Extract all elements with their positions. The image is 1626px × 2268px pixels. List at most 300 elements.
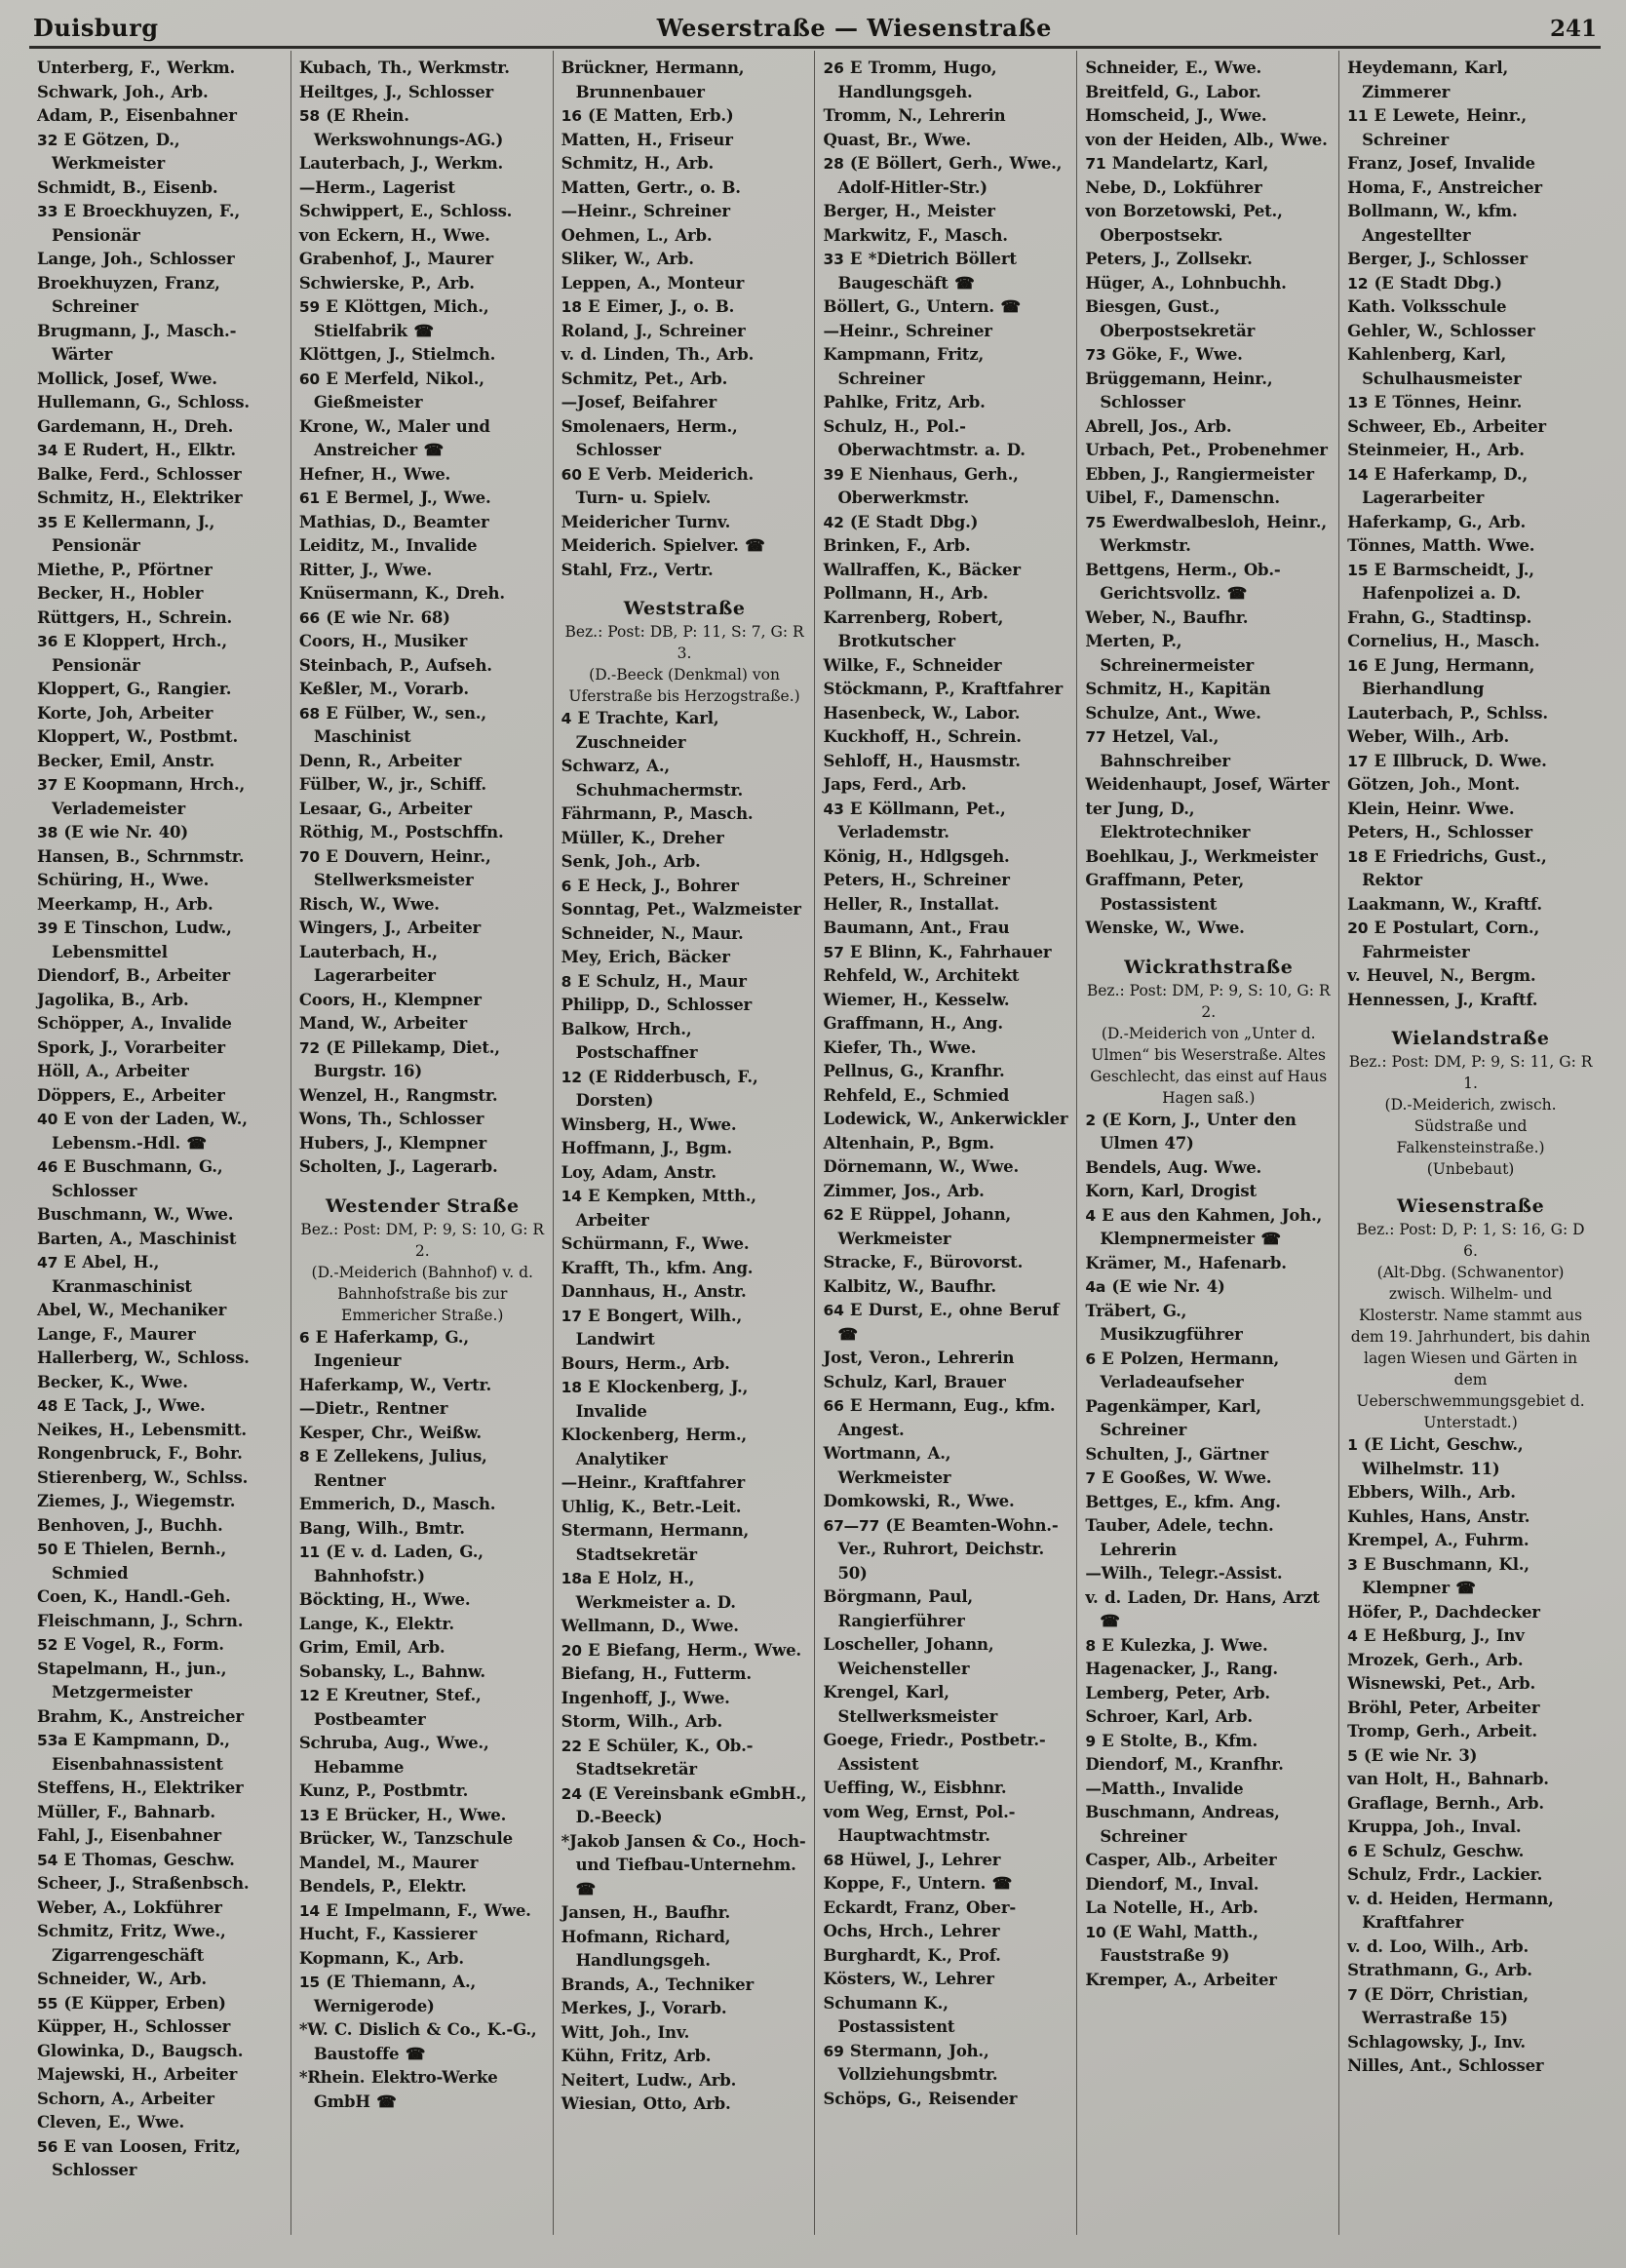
directory-entry: 33 E *Dietrich Böllert Baugeschäft ☎ — [823, 250, 1017, 293]
directory-entry: Storm, Wilh., Arb. — [561, 1712, 723, 1731]
directory-entry: Wortmann, A., Werkmeister — [823, 1444, 951, 1487]
house-number: 1 — [1347, 1436, 1364, 1454]
directory-entry: 60 E Verb. Meiderich. Turn- u. Spielv. — [561, 464, 755, 507]
directory-entry: Böckting, H., Wwe. — [298, 1590, 471, 1609]
directory-entry: Hasenbeck, W., Labor. — [823, 703, 1021, 723]
directory-entry: Casper, Alb., Arbeiter — [1085, 1851, 1277, 1869]
directory-entry: Merkes, J., Vorarb. — [561, 1999, 727, 2017]
directory-entry: Böllert, G., Untern. ☎ — [823, 297, 1021, 316]
street-heading: Weststraße — [623, 598, 746, 619]
directory-entry: Meidericher Turnv. — [561, 512, 731, 531]
directory-entry: Jansen, H., Baufhr. — [561, 1903, 731, 1922]
directory-entry: 16 (E Matten, Erb.) — [561, 106, 734, 125]
directory-entry: 18 E Friedrichs, Gust., Rektor — [1347, 846, 1547, 889]
directory-entry: Rehfeld, E., Schmied — [823, 1085, 1010, 1105]
directory-entry: Philipp, D., Schlosser — [561, 996, 752, 1014]
directory-entry: Höfer, P., Dachdecker — [1347, 1602, 1540, 1622]
house-number: 53a — [37, 1732, 74, 1749]
directory-entry: Kopmann, K., Arb. — [298, 1948, 464, 1968]
directory-entry: 75 Ewerdwalbesloh, Heinr., Werkmstr. — [1085, 512, 1327, 555]
directory-entry: Kloppert, G., Rangier. — [37, 680, 232, 698]
directory-entry: Eckardt, Franz, Ober- — [823, 1897, 1016, 1917]
directory-entry: Schmitz, Fritz, Wwe., Zigarrengeschäft — [37, 1922, 226, 1965]
directory-entry: Tönnes, Matth. Wwe. — [1347, 536, 1535, 555]
directory-entry: 17 E Illbruck, D. Wwe. — [1347, 751, 1547, 770]
directory-entry: Haferkamp, G., Arb. — [1347, 512, 1527, 531]
directory-entry: Schmitz, Pet., Arb. — [561, 369, 728, 388]
directory-entry: 4 E aus den Kahmen, Joh., Klempnermeister ☎ — [1085, 1205, 1323, 1248]
house-number: 62 — [823, 1206, 850, 1224]
directory-entry: Fülber, W., jr., Schiff. — [298, 775, 486, 794]
directory-entry: Döppers, E., Arbeiter — [37, 1085, 225, 1105]
directory-entry: 42 (E Stadt Dbg.) — [823, 512, 979, 531]
house-number: 52 — [37, 1636, 64, 1654]
directory-entry: Meerkamp, H., Arb. — [37, 894, 213, 914]
house-number: 46 — [37, 1158, 64, 1176]
directory-column-2 — [290, 51, 553, 2235]
directory-entry: Breitfeld, G., Labor. — [1085, 82, 1261, 101]
directory-entry: Mand, W., Arbeiter — [298, 1014, 468, 1033]
directory-entry: Hüger, A., Lohnbuchh. — [1085, 273, 1287, 293]
house-number: 77 — [1085, 728, 1112, 746]
street-heading: Wielandstraße — [1391, 1028, 1550, 1049]
house-number: 14 — [561, 1188, 589, 1205]
directory-entry: Bendels, P., Elektr. — [298, 1877, 467, 1896]
directory-entry: Schruba, Aug., Wwe., Hebamme — [298, 1734, 489, 1777]
house-number: 4a — [1085, 1278, 1112, 1296]
house-number: 8 — [1085, 1636, 1103, 1655]
house-number: 43 — [823, 800, 850, 818]
directory-entry: Hucht, F., Kassierer — [298, 1925, 478, 1943]
directory-entry: Schwark, Joh., Arb. — [37, 82, 209, 101]
directory-entry: 73 Göke, F., Wwe. — [1085, 345, 1243, 364]
directory-entry: 15 (E Thiemann, A., Wernigerode) — [298, 1973, 477, 2015]
directory-entry: Kahlenberg, Karl, Schulhausmeister — [1347, 345, 1522, 388]
page-number: 241 — [1549, 16, 1597, 42]
directory-entry: Grabenhof, J., Maurer — [298, 250, 493, 268]
directory-entry: Karrenberg, Robert, Brotkutscher — [823, 607, 1004, 650]
directory-entry: Schulze, Ant., Wwe. — [1085, 703, 1261, 723]
directory-entry: von Eckern, H., Wwe. — [298, 225, 490, 245]
directory-entry: Lauterbach, P., Schlss. — [1347, 703, 1548, 723]
directory-entry: 36 E Kloppert, Hrch., Pensionär — [37, 632, 227, 675]
directory-entry: Lemberg, Peter, Arb. — [1085, 1683, 1270, 1702]
directory-entry: Schweer, Eb., Arbeiter — [1347, 416, 1546, 436]
directory-entry: Brücker, W., Tanzschule — [298, 1829, 513, 1848]
directory-entry: Denn, R., Arbeiter — [298, 751, 462, 770]
house-number: 57 — [823, 943, 850, 961]
directory-entry: Ebbers, Wilh., Arb. — [1347, 1483, 1516, 1502]
directory-entry: Grim, Emil, Arb. — [298, 1638, 445, 1657]
directory-entry: Schwarz, A., Schuhmachermstr. — [561, 757, 744, 800]
directory-entry: Pagenkämper, Karl, Schreiner — [1085, 1396, 1261, 1439]
directory-entry: 7 E Gooßes, W. Wwe. — [1085, 1468, 1272, 1487]
directory-entry: König, H., Hdlgsgeh. — [823, 846, 1010, 866]
street-meta: (D.-Meiderich von „Unter d. Ulmen“ bis Weserstraße. Altes Geschlecht, das einst auf Haus Hagen saß.) — [1090, 1024, 1328, 1107]
directory-entry: Klockenberg, Herm., Analytiker — [561, 1426, 747, 1468]
directory-entry: Peters, H., Schreiner — [823, 871, 1010, 889]
directory-entry: Ebben, J., Rangiermeister — [1085, 464, 1314, 484]
directory-entry: Korte, Joh, Arbeiter — [37, 703, 213, 723]
street-meta: Bez.: Post: DM, P: 9, S: 11, G: R 1. — [1348, 1053, 1593, 1092]
house-number: 11 — [298, 1544, 327, 1561]
directory-entry: 50 E Thielen, Bernh., Schmied — [37, 1540, 227, 1583]
house-number: 70 — [298, 847, 327, 866]
directory-entry: Wilke, F., Schneider — [823, 655, 1002, 675]
house-number: 42 — [823, 513, 850, 531]
house-number: 60 — [298, 370, 327, 388]
directory-entry: 32 E Götzen, D., Werkmeister — [37, 130, 180, 173]
street-heading: Westender Straße — [325, 1194, 520, 1217]
directory-entry: ter Jung, D., Elektrotechniker — [1085, 799, 1251, 841]
directory-entry: 61 E Bermel, J., Wwe. — [298, 489, 491, 507]
house-number: 69 — [823, 2042, 850, 2060]
directory-entry: Fährmann, P., Masch. — [561, 804, 754, 823]
house-number: 55 — [37, 1994, 64, 2013]
directory-entry: van Holt, H., Bahnarb. — [1347, 1770, 1549, 1788]
directory-entry: Hullemann, G., Schloss. — [37, 393, 250, 411]
directory-entry: Peters, J., Zollsekr. — [1085, 250, 1253, 268]
directory-entry: Schneider, W., Arb. — [37, 1970, 207, 1988]
directory-entry: 64 E Durst, E., ohne Beruf ☎ — [823, 1301, 1060, 1344]
directory-entry: Brands, A., Techniker — [561, 1975, 754, 1994]
directory-entry: 60 E Merfeld, Nikol., Gießmeister — [298, 369, 484, 411]
directory-entry: Müller, F., Bahnarb. — [37, 1802, 215, 1821]
house-number: 28 — [823, 155, 850, 173]
house-number: 47 — [37, 1254, 64, 1271]
directory-entry: 6 E Haferkamp, G., Ingenieur — [298, 1327, 469, 1370]
directory-entry: Schwierske, P., Arb. — [298, 273, 475, 293]
house-number: 16 — [561, 107, 589, 125]
directory-entry: Schulz, Karl, Brauer — [823, 1372, 1006, 1391]
house-number: 13 — [1347, 394, 1374, 411]
directory-entry: Winsberg, H., Wwe. — [561, 1114, 737, 1134]
house-number: 72 — [298, 1038, 327, 1057]
house-number: 12 — [561, 1068, 589, 1086]
directory-entry: Bettgens, Herm., Ob.-Gerichtsvollz. ☎ — [1085, 560, 1281, 603]
directory-entry: Matten, Gertr., o. B. — [561, 177, 741, 197]
house-number: 75 — [1085, 513, 1112, 531]
directory-entry: 56 E van Loosen, Fritz, Schlosser — [37, 2136, 241, 2179]
street-meta: (D.-Beeck (Denkmal) von Uferstraße bis Herzogstraße.) — [568, 666, 800, 705]
directory-entry: Wenzel, H., Rangmstr. — [298, 1085, 498, 1105]
directory-entry: 20 E Biefang, Herm., Wwe. — [561, 1640, 801, 1660]
directory-entry: 14 E Kempken, Mtth., Arbeiter — [561, 1187, 756, 1230]
directory-entry: Tromm, N., Lehrerin — [823, 106, 1006, 125]
directory-entry: Sonntag, Pet., Walzmeister — [561, 900, 801, 919]
directory-entry: Sobansky, L., Bahnw. — [298, 1662, 485, 1681]
house-number: 18 — [1347, 847, 1374, 866]
directory-entry: 11 E Lewete, Heinr., Schreiner — [1347, 106, 1527, 149]
directory-entry: 66 E Hermann, Eug., kfm. Angest. — [823, 1396, 1056, 1439]
directory-column-5 — [1076, 51, 1338, 2235]
directory-entry: 4 E Trachte, Karl, Zuschneider — [561, 709, 719, 752]
directory-entry: Brüggemann, Heinr., Schlosser — [1085, 369, 1273, 411]
house-number: 59 — [298, 298, 327, 316]
directory-entry: Wons, Th., Schlosser — [298, 1110, 484, 1128]
directory-entry: Ueffing, W., Eisbhnr. — [823, 1779, 1007, 1797]
directory-entry: Höll, A., Arbeiter — [37, 1062, 189, 1080]
directory-entry: Kremper, A., Arbeiter — [1085, 1970, 1277, 1989]
directory-entry: Laakmann, W., Kraftf. — [1347, 894, 1542, 914]
directory-entry: —Heinr., Schreiner — [561, 202, 730, 220]
directory-entry: Kunz, P., Postbmtr. — [298, 1781, 469, 1800]
directory-entry: Schulz, Frdr., Lackier. — [1347, 1865, 1543, 1884]
directory-entry: Ziemes, J., Wiegemstr. — [37, 1492, 236, 1510]
directory-entry: Lesaar, G., Arbeiter — [298, 799, 472, 818]
street-meta: (D.-Meiderich (Bahnhof) v. d. Bahnhofstraße bis zur Emmericher Straße.) — [311, 1263, 533, 1324]
directory-entry: Krone, W., Maler und Anstreicher ☎ — [298, 416, 490, 459]
directory-entry: Krafft, Th., kfm. Ang. — [561, 1258, 754, 1277]
directory-column-3 — [553, 51, 815, 2235]
directory-column-1 — [29, 51, 290, 2235]
directory-entry: Uhlig, K., Betr.-Leit. — [561, 1497, 742, 1516]
directory-entry: 22 E Schüler, K., Ob.-Stadtsekretär — [561, 1736, 754, 1779]
street-meta: Bez.: Post: DM, P: 9, S: 10, G: R 2. — [300, 1220, 545, 1260]
directory-entry: Ingenhoff, J., Wwe. — [561, 1688, 730, 1707]
directory-columns — [29, 51, 1601, 2235]
directory-entry: 8 E Kulezka, J. Wwe. — [1085, 1635, 1268, 1655]
house-number: 67—77 — [823, 1516, 886, 1535]
house-number: 8 — [561, 972, 578, 991]
header-rule — [29, 46, 1601, 49]
directory-entry: Hansen, B., Schrnmstr. — [37, 846, 245, 866]
directory-entry: Jost, Veron., Lehrerin — [823, 1349, 1015, 1367]
directory-entry: Kloppert, W., Postbmt. — [37, 727, 239, 746]
house-number: 64 — [823, 1302, 850, 1319]
directory-entry: Neitert, Ludw., Arb. — [561, 2070, 737, 2090]
directory-entry: 16 E Jung, Hermann, Bierhandlung — [1347, 655, 1535, 698]
directory-entry: Hofmann, Richard, Handlungsgeh. — [561, 1927, 731, 1970]
directory-entry: 43 E Köllmann, Pet., Verlademstr. — [823, 799, 1006, 841]
directory-entry: Kubach, Th., Werkmstr. — [298, 59, 510, 77]
directory-entry: 12 E Kreutner, Stef., Postbeamter — [298, 1686, 482, 1729]
street-meta: Bez.: Post: DB, P: 11, S: 7, G: R 3. — [564, 623, 804, 662]
directory-entry: Hallerberg, W., Schloss. — [37, 1349, 250, 1367]
directory-entry: Rongenbruck, F., Bohr. — [37, 1444, 243, 1463]
directory-entry: Schmitz, H., Kapitän — [1085, 680, 1271, 698]
house-number: 7 — [1085, 1469, 1103, 1487]
directory-entry: Koppe, F., Untern. ☎ — [823, 1874, 1013, 1893]
city-name: Duisburg — [33, 14, 159, 42]
directory-entry: Adam, P., Eisenbahner — [37, 106, 237, 125]
directory-entry: —Matth., Invalide — [1085, 1779, 1244, 1798]
house-number: 6 — [1347, 1842, 1364, 1860]
directory-entry: von Borzetowski, Pet., Oberpostsekr. — [1085, 202, 1283, 245]
directory-entry: Brugmann, J., Masch.-Wärter — [37, 321, 237, 364]
directory-entry: Müller, K., Dreher — [561, 828, 724, 847]
directory-entry: Diendorf, M., Kranfhr. — [1085, 1755, 1284, 1774]
directory-entry: Majewski, H., Arbeiter — [37, 2065, 238, 2084]
directory-entry: Heydemann, Karl, Zimmerer — [1347, 59, 1509, 101]
directory-entry: —Wilh., Telegr.-Assist. — [1085, 1564, 1283, 1583]
house-number: 38 — [37, 824, 64, 841]
directory-entry: Coors, H., Klempner — [298, 990, 482, 1009]
directory-column-6 — [1338, 51, 1601, 2235]
directory-entry: Uibel, F., Damenschn. — [1085, 489, 1280, 507]
directory-entry: 47 E Abel, H., Kranmaschinist — [37, 1253, 192, 1296]
house-number: 17 — [1347, 752, 1374, 770]
directory-entry: —Herm., Lagerist — [298, 177, 455, 197]
house-number: 14 — [298, 1901, 327, 1920]
directory-entry: Scheer, J., Straßenbsch. — [37, 1874, 250, 1893]
directory-entry: Cornelius, H., Masch. — [1347, 632, 1540, 650]
house-number: 35 — [37, 513, 64, 531]
directory-entry: Coen, K., Handl.-Geh. — [37, 1587, 231, 1606]
directory-entry: 66 (E wie Nr. 68) — [298, 607, 450, 627]
directory-entry: Haferkamp, W., Vertr. — [298, 1375, 492, 1394]
directory-entry: 15 E Barmscheidt, J., Hafenpolizei a. D. — [1347, 560, 1534, 603]
directory-entry: 70 E Douvern, Heinr., Stellwerksmeister — [298, 846, 491, 889]
directory-entry: Sehloff, H., Hausmstr. — [823, 751, 1021, 770]
directory-entry: Sliker, W., Arb. — [561, 250, 694, 268]
house-number: 11 — [1347, 107, 1374, 125]
directory-entry: Homscheid, J., Wwe. — [1085, 106, 1267, 125]
house-number: 9 — [1085, 1732, 1103, 1750]
directory-entry: 17 E Bongert, Wilh., Landwirt — [561, 1306, 742, 1349]
directory-entry: Diendorf, M., Inval. — [1085, 1874, 1259, 1894]
house-number: 13 — [298, 1806, 327, 1824]
directory-entry: Loy, Adam, Anstr. — [561, 1162, 716, 1182]
directory-entry: Steinmeier, H., Arb. — [1347, 441, 1525, 459]
directory-entry: 39 E Nienhaus, Gerh., Oberwerkmstr. — [823, 464, 1019, 507]
house-number: 15 — [298, 1974, 327, 1991]
house-number: 66 — [298, 608, 327, 627]
house-number: 3 — [1347, 1555, 1364, 1574]
house-number: 6 — [561, 877, 578, 895]
directory-entry: 11 (E v. d. Laden, G., Bahnhofstr.) — [298, 1543, 484, 1585]
directory-entry: Tromp, Gerh., Arbeit. — [1347, 1722, 1537, 1740]
directory-entry: Ritter, J., Wwe. — [298, 560, 433, 579]
directory-entry: Loscheller, Johann, Weichensteller — [823, 1635, 994, 1678]
house-number: 5 — [1347, 1746, 1364, 1765]
house-number: 40 — [37, 1111, 64, 1128]
directory-entry: Schlagowsky, J., Inv. — [1347, 2032, 1526, 2052]
directory-entry: Pollmann, H., Arb. — [823, 584, 988, 603]
directory-entry: Strathmann, G., Arb. — [1347, 1961, 1532, 1979]
directory-entry: Schulz, H., Pol.-Oberwachtmstr. a. D. — [823, 416, 1026, 459]
directory-entry: 7 (E Dörr, Christian, Werrastraße 15) — [1347, 1984, 1529, 2027]
directory-entry: 62 E Rüppel, Johann, Werkmeister — [823, 1205, 1012, 1248]
directory-entry: 53a E Kampmann, D., Eisenbahnassistent — [37, 1731, 230, 1774]
directory-entry: 18a E Holz, H., Werkmeister a. D. — [561, 1569, 736, 1612]
directory-entry: *W. C. Dislich & Co., K.-G., Baustoffe ☎ — [298, 2020, 537, 2063]
directory-entry: 71 Mandelartz, Karl, — [1085, 154, 1269, 173]
directory-entry: 18 E Eimer, J., o. B. — [561, 297, 735, 316]
directory-column-4 — [814, 51, 1076, 2235]
directory-entry: Schumann K., Postassistent — [823, 1993, 955, 2036]
directory-entry: 46 E Buschmann, G., Schlosser — [37, 1157, 223, 1200]
directory-entry: Altenhain, P., Bgm. — [823, 1133, 994, 1153]
house-number: 7 — [1347, 1985, 1364, 2004]
directory-entry: Krempel, A., Fuhrm. — [1347, 1531, 1529, 1549]
directory-entry: Graffmann, H., Ang. — [823, 1014, 1003, 1033]
house-number: 18 — [561, 1379, 589, 1396]
directory-entry: 12 (E Stadt Dbg.) — [1347, 273, 1502, 293]
directory-entry: Hennessen, J., Kraftf. — [1347, 990, 1538, 1009]
directory-entry: 48 E Tack, J., Wwe. — [37, 1396, 206, 1415]
house-number: 20 — [1347, 919, 1374, 937]
directory-entry: Kuckhoff, H., Schrein. — [823, 727, 1022, 746]
street-heading: Wiesenstraße — [1396, 1195, 1545, 1217]
house-number: 56 — [37, 2137, 64, 2156]
directory-entry: Buschmann, Andreas, Schreiner — [1085, 1803, 1280, 1846]
directory-entry: 52 E Vogel, R., Form. — [37, 1635, 224, 1654]
directory-entry: Coors, H., Musiker — [298, 632, 468, 650]
directory-entry: Meiderich. Spielver. ☎ — [561, 536, 765, 555]
directory-entry: Bollmann, W., kfm. Angestellter — [1347, 202, 1518, 245]
directory-entry: Keßler, M., Vorarb. — [298, 680, 469, 698]
house-number: 18 — [561, 298, 589, 316]
house-number: 4 — [1347, 1627, 1364, 1645]
directory-entry: Frahn, G., Stadtinsp. — [1347, 607, 1532, 627]
directory-entry: 38 (E wie Nr. 40) — [37, 823, 188, 841]
house-number: 12 — [298, 1687, 327, 1704]
house-number: 66 — [823, 1397, 850, 1415]
directory-entry: Unterberg, F., Werkm. — [37, 59, 236, 77]
house-number: 2 — [1085, 1111, 1103, 1129]
directory-entry: Mrozek, Gerh., Arb. — [1347, 1650, 1524, 1669]
directory-entry: 6 E Polzen, Hermann, Verladeaufseher — [1085, 1349, 1280, 1391]
directory-entry: Fleischmann, J., Schrn. — [37, 1611, 244, 1630]
directory-entry: 8 E Schulz, H., Maur — [561, 971, 747, 991]
house-number: 37 — [37, 776, 64, 794]
directory-entry: Miethe, P., Pförtner — [37, 560, 213, 579]
directory-entry: Spork, J., Vorarbeiter — [37, 1037, 225, 1057]
directory-entry: Becker, H., Hobler — [37, 584, 204, 603]
directory-entry: Bendels, Aug. Wwe. — [1085, 1157, 1262, 1177]
directory-entry: Dörnemann, W., Wwe. — [823, 1157, 1019, 1176]
directory-entry: 59 E Klöttgen, Mich., Stielfabrik ☎ — [298, 297, 489, 340]
directory-entry: Barten, A., Maschinist — [37, 1229, 237, 1248]
directory-entry: Becker, Emil, Anstr. — [37, 751, 215, 770]
directory-entry: Urbach, Pet., Probenehmer — [1085, 441, 1328, 459]
directory-entry: Klöttgen, J., Stielmch. — [298, 345, 496, 364]
directory-entry: Schwippert, E., Schloss. — [298, 202, 513, 220]
directory-entry: Stermann, Hermann, Stadtsekretär — [561, 1521, 750, 1564]
directory-entry: Mey, Erich, Bäcker — [561, 948, 730, 966]
house-number: 36 — [37, 633, 64, 650]
directory-entry: Heiltges, J., Schlosser — [298, 82, 494, 101]
directory-entry: Schmidt, B., Eisenb. — [37, 177, 218, 197]
directory-entry: Lauterbach, J., Werkm. — [298, 154, 504, 173]
directory-entry: Schneider, N., Maur. — [561, 923, 744, 943]
directory-entry: Wisnewski, Pet., Arb. — [1347, 1674, 1536, 1693]
directory-entry: 4a (E wie Nr. 4) — [1085, 1277, 1225, 1296]
house-number: 71 — [1085, 155, 1112, 173]
page-header — [29, 14, 1601, 46]
directory-entry: Gehler, W., Schlosser — [1347, 321, 1535, 340]
directory-entry: Hoffmann, J., Bgm. — [561, 1139, 732, 1157]
directory-entry: Rüttgers, H., Schrein. — [37, 607, 233, 627]
directory-entry: Weber, A., Lokführer — [37, 1897, 222, 1917]
directory-entry: *Jakob Jansen & Co., Hoch- und Tiefbau-Unternehm. ☎ — [561, 1831, 806, 1898]
directory-entry: Träbert, G., Musikzugführer — [1085, 1301, 1243, 1344]
directory-entry: Wingers, J., Arbeiter — [298, 919, 482, 937]
house-number: 4 — [1085, 1206, 1103, 1225]
directory-entry: Kösters, W., Lehrer — [823, 1970, 994, 1988]
directory-entry: Hefner, H., Wwe. — [298, 464, 451, 484]
directory-entry: Bang, Wilh., Bmtr. — [298, 1518, 465, 1538]
directory-entry: Lauterbach, H., Lagerarbeiter — [298, 942, 438, 985]
street-meta: (Alt-Dbg. (Schwanentor) zwisch. Wilhelm- und Klosterstr. Name stammt aus dem 19. Jahrhundert, bis dahin lagen Wiesen und Gärten in dem Ueberschwemmungsgebiet d. Unterstadt.) — [1350, 1264, 1591, 1431]
directory-entry: Risch, W., Wwe. — [298, 894, 440, 914]
house-number: 58 — [298, 107, 327, 125]
directory-entry: Kalbitz, W., Baufhr. — [823, 1276, 996, 1296]
house-number: 12 — [1347, 274, 1374, 293]
directory-entry: Kuhles, Hans, Anstr. — [1347, 1506, 1530, 1526]
directory-entry: Graflage, Bernh., Arb. — [1347, 1793, 1544, 1813]
